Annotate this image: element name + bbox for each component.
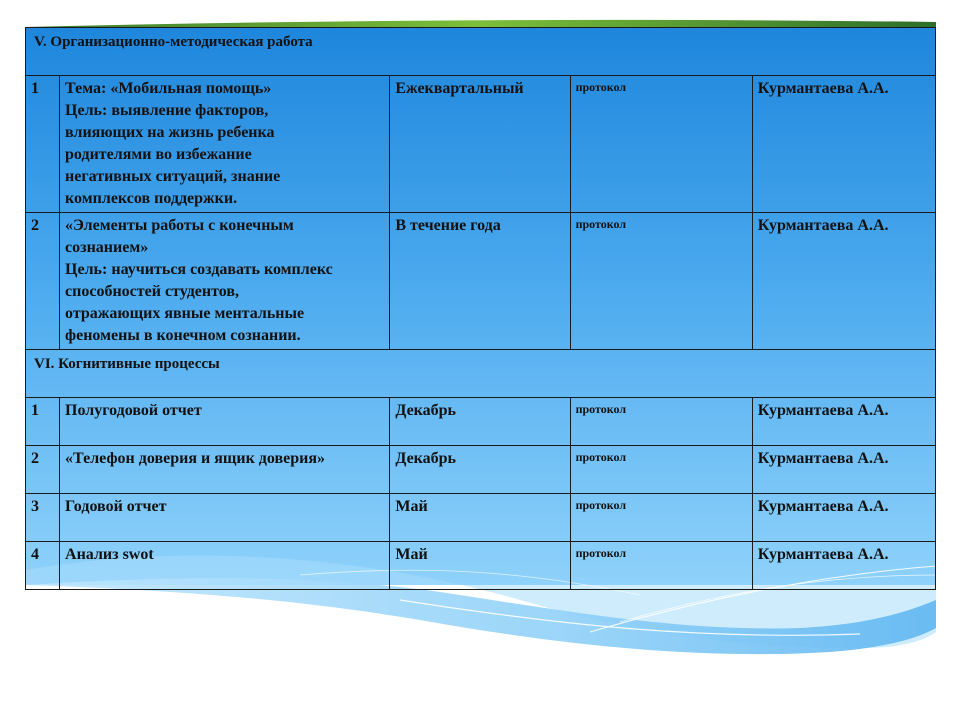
row-number: 1 xyxy=(26,398,60,446)
topic-line: влияющих на жизнь ребенка xyxy=(65,124,275,141)
row-form: протокол xyxy=(570,494,752,542)
topic-line: способностей студентов, xyxy=(65,283,239,300)
row-topic xyxy=(60,213,390,350)
table-row xyxy=(26,213,936,350)
topic-line: негативных ситуаций, знание xyxy=(65,168,281,185)
topic-line: Тема: «Мобильная помощь» xyxy=(65,80,272,97)
row-responsible: Курмантаева А.А. xyxy=(752,446,935,494)
table-row xyxy=(26,494,936,542)
topic-line: «Элементы работы с конечным xyxy=(65,217,294,234)
row-form: протокол xyxy=(570,542,752,590)
topic-line: родителями во избежание xyxy=(65,146,252,163)
row-period: Май xyxy=(390,494,570,542)
section-header-row xyxy=(26,350,936,398)
row-responsible: Курмантаева А.А. xyxy=(752,542,935,590)
row-responsible: Курмантаева А.А. xyxy=(752,494,935,542)
section-header-row xyxy=(26,28,936,76)
row-form: протокол xyxy=(570,76,752,213)
topic-line: отражающих явные ментальные xyxy=(65,305,305,322)
table-row xyxy=(26,446,936,494)
table-row xyxy=(26,76,936,213)
row-period: Май xyxy=(390,542,570,590)
row-topic: Анализ swot xyxy=(60,542,390,590)
top-accent-strip xyxy=(25,20,936,27)
section-title: V. Организационно-методическая работа xyxy=(26,28,936,76)
row-period: В течение года xyxy=(390,213,570,350)
row-number: 2 xyxy=(26,213,60,350)
row-number: 4 xyxy=(26,542,60,590)
topic-line: сознанием» xyxy=(65,239,149,256)
plan-table xyxy=(25,27,936,590)
table-row xyxy=(26,398,936,446)
row-form: протокол xyxy=(570,398,752,446)
row-period: Декабрь xyxy=(390,398,570,446)
row-number: 1 xyxy=(26,76,60,213)
row-number: 2 xyxy=(26,446,60,494)
row-topic: Полугодовой отчет xyxy=(60,398,390,446)
row-responsible: Курмантаева А.А. xyxy=(752,398,935,446)
row-topic: «Телефон доверия и ящик доверия» xyxy=(60,446,390,494)
row-responsible: Курмантаева А.А. xyxy=(752,213,935,350)
row-topic: Годовой отчет xyxy=(60,494,390,542)
row-form: протокол xyxy=(570,446,752,494)
topic-line: комплексов поддержки. xyxy=(65,190,238,207)
table-row xyxy=(26,542,936,590)
row-period: Ежеквартальный xyxy=(390,76,570,213)
row-period: Декабрь xyxy=(390,446,570,494)
topic-line: Цель: выявление факторов, xyxy=(65,102,269,119)
topic-line: феномены в конечном сознании. xyxy=(65,327,301,344)
row-topic xyxy=(60,76,390,213)
section-title: VI. Когнитивные процессы xyxy=(26,350,936,398)
row-form: протокол xyxy=(570,213,752,350)
row-responsible: Курмантаева А.А. xyxy=(752,76,935,213)
plan-table-wrapper xyxy=(25,27,936,590)
row-number: 3 xyxy=(26,494,60,542)
topic-line: Цель: научиться создавать комплекс xyxy=(65,261,333,278)
